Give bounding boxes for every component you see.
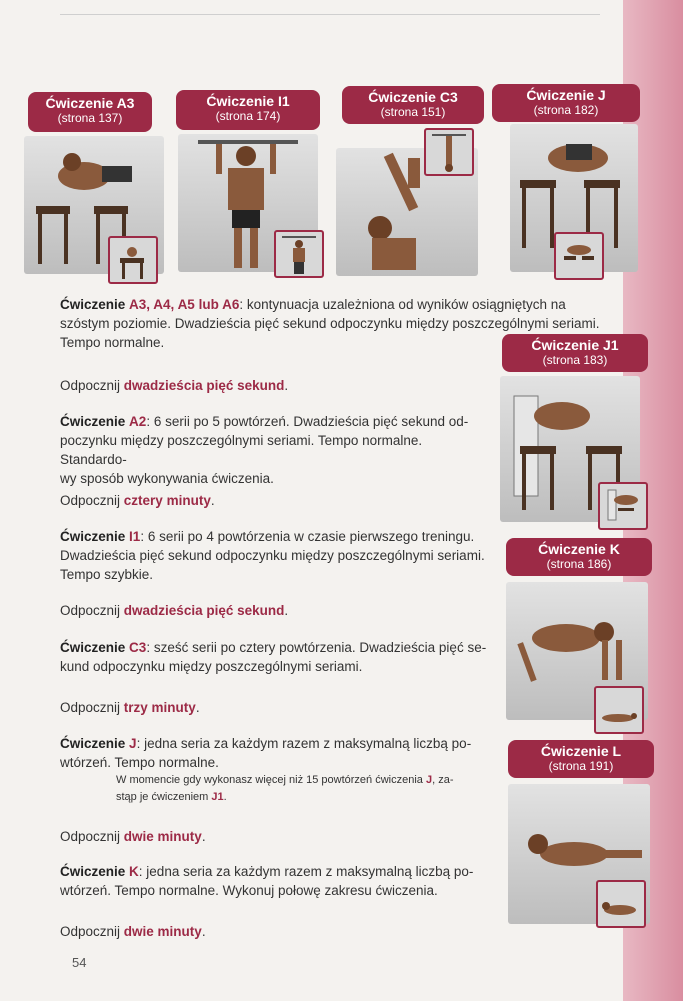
rest-value: dwadzieścia pięć sekund <box>123 603 285 618</box>
paragraph-exercise-a3 <box>60 295 600 352</box>
rest-suffix: . <box>284 378 289 393</box>
exercise-title: Ćwiczenie J <box>526 87 606 103</box>
paragraph-line: : jedna seria za każdym razem z maksymalną liczbą po- <box>138 864 474 879</box>
exercise-page-ref: (strona 183) <box>542 353 608 367</box>
exercise-inset <box>108 236 158 284</box>
exercise-title: Ćwiczenie I1 <box>206 93 290 109</box>
rest-suffix: . <box>195 700 200 715</box>
exercise-title: Ćwiczenie C3 <box>368 89 458 105</box>
exercise-thumb-i1 <box>170 90 322 282</box>
rest-suffix: . <box>201 924 206 939</box>
paragraph-line: : 6 serii po 4 powtórzenia w czasie pierwszego treningu. <box>140 529 475 544</box>
exercise-inset <box>424 128 474 176</box>
paragraph-line: kund odpoczynku między poszczególnymi seriami. <box>60 659 363 674</box>
exercise-word: Ćwiczenie <box>60 297 126 312</box>
exercise-thumb-j <box>492 84 642 280</box>
rest-prefix: Odpocznij <box>60 700 124 715</box>
rest-value: dwie minuty <box>123 924 202 939</box>
rest-value: cztery minuty <box>123 493 211 508</box>
rest-instruction <box>60 493 215 508</box>
paragraph-line: szóstym poziomie. Dwadzieścia pięć sekund odpoczynku między poszczególnymi seriami. <box>60 316 600 331</box>
exercise-page-ref: (strona 186) <box>546 557 612 571</box>
rest-suffix: . <box>284 603 289 618</box>
rest-instruction <box>60 603 288 618</box>
paragraph-exercise-i1 <box>60 527 500 584</box>
rest-instruction <box>60 829 206 844</box>
exercise-page-ref: (strona 182) <box>533 103 599 117</box>
exercise-thumb-l <box>506 740 658 936</box>
exercise-thumb-c3 <box>332 86 484 282</box>
rest-value: dwie minuty <box>123 829 202 844</box>
rest-prefix: Odpocznij <box>60 603 124 618</box>
exercise-word: Ćwiczenie <box>60 640 126 655</box>
rest-suffix: . <box>201 829 206 844</box>
header-rule <box>60 14 600 15</box>
exercise-word: Ćwiczenie <box>60 864 126 879</box>
exercise-page-ref: (strona 137) <box>57 111 123 125</box>
exercise-title: Ćwiczenie J1 <box>531 337 619 353</box>
note-line: W momencie gdy wykonasz więcej niż 15 powtórzeń ćwiczenia <box>116 774 426 786</box>
exercise-badge <box>492 84 640 122</box>
exercise-code: K <box>129 864 139 879</box>
rest-prefix: Odpocznij <box>60 829 124 844</box>
exercise-page-ref: (strona 174) <box>215 109 281 123</box>
paragraph-line: : 6 serii po 5 powtórzeń. Dwadzieścia pięć sekund od- <box>146 414 469 429</box>
exercise-code: C3 <box>129 640 147 655</box>
rest-value: dwadzieścia pięć sekund <box>123 378 285 393</box>
exercise-inset <box>596 880 646 928</box>
exercise-badge <box>508 740 654 778</box>
note-line: . <box>223 791 227 803</box>
rest-prefix: Odpocznij <box>60 493 124 508</box>
paragraph-line: Tempo szybkie. <box>60 567 154 582</box>
exercise-inset <box>598 482 648 530</box>
exercise-badge <box>176 90 320 130</box>
paragraph-line: wtórzeń. Tempo normalne. Wykonuj połowę zakresu ćwiczenia. <box>60 883 438 898</box>
paragraph-line: : sześć serii po cztery powtórzenia. Dwadzieścia pięć se- <box>146 640 487 655</box>
exercise-title: Ćwiczenie L <box>540 743 622 759</box>
exercise-badge <box>506 538 652 576</box>
note-j1-substitution <box>116 772 506 806</box>
note-line: stąp je ćwiczeniem <box>116 791 212 803</box>
exercise-code: A2 <box>129 414 147 429</box>
rest-prefix: Odpocznij <box>60 924 124 939</box>
rest-value: trzy minuty <box>123 700 196 715</box>
paragraph-line: : kontynuacja uzależniona od wyników osiągniętych na <box>239 297 566 312</box>
exercise-thumb-a3 <box>14 92 166 282</box>
paragraph-line: poczynku między poszczególnymi seriami. Tempo normalne. Standardo- <box>60 433 423 467</box>
paragraph-line: wtórzeń. Tempo normalne. <box>60 755 219 770</box>
exercise-word: Ćwiczenie <box>60 736 126 751</box>
exercise-title: Ćwiczenie A3 <box>45 95 135 111</box>
paragraph-line: Dwadzieścia pięć sekund odpoczynku między poszczególnymi seriami. <box>60 548 485 563</box>
exercise-codes: A3, A4, A5 lub A6 <box>129 297 240 312</box>
exercise-badge <box>28 92 152 132</box>
paragraph-line: : jedna seria za każdym razem z maksymalną liczbą po- <box>136 736 472 751</box>
rest-suffix: . <box>210 493 215 508</box>
exercise-inset <box>594 686 644 734</box>
exercise-code: J <box>129 736 137 751</box>
paragraph-exercise-k <box>60 862 500 900</box>
rest-instruction <box>60 700 200 715</box>
exercise-page-ref: (strona 151) <box>380 105 446 119</box>
rest-instruction <box>60 924 206 939</box>
exercise-inset <box>554 232 604 280</box>
exercise-title: Ćwiczenie K <box>538 541 620 557</box>
exercise-word: Ćwiczenie <box>60 529 126 544</box>
exercise-badge <box>342 86 484 124</box>
note-line: , za- <box>432 774 454 786</box>
exercise-code: I1 <box>129 529 141 544</box>
exercise-thumb-j1 <box>496 334 648 534</box>
exercise-inset <box>274 230 324 278</box>
paragraph-exercise-a2 <box>60 412 490 488</box>
exercise-thumb-k <box>502 538 654 734</box>
exercise-word: Ćwiczenie <box>60 414 126 429</box>
page-number: 54 <box>72 955 87 970</box>
paragraph-exercise-c3 <box>60 638 500 676</box>
note-code: J <box>425 774 433 786</box>
paragraph-line: wy sposób wykonywania ćwiczenia. <box>60 471 274 486</box>
rest-prefix: Odpocznij <box>60 378 124 393</box>
exercise-page-ref: (strona 191) <box>548 759 614 773</box>
rest-instruction <box>60 378 288 393</box>
paragraph-exercise-j <box>60 734 500 772</box>
note-code: J1 <box>211 791 224 803</box>
paragraph-line: Tempo normalne. <box>60 335 165 350</box>
